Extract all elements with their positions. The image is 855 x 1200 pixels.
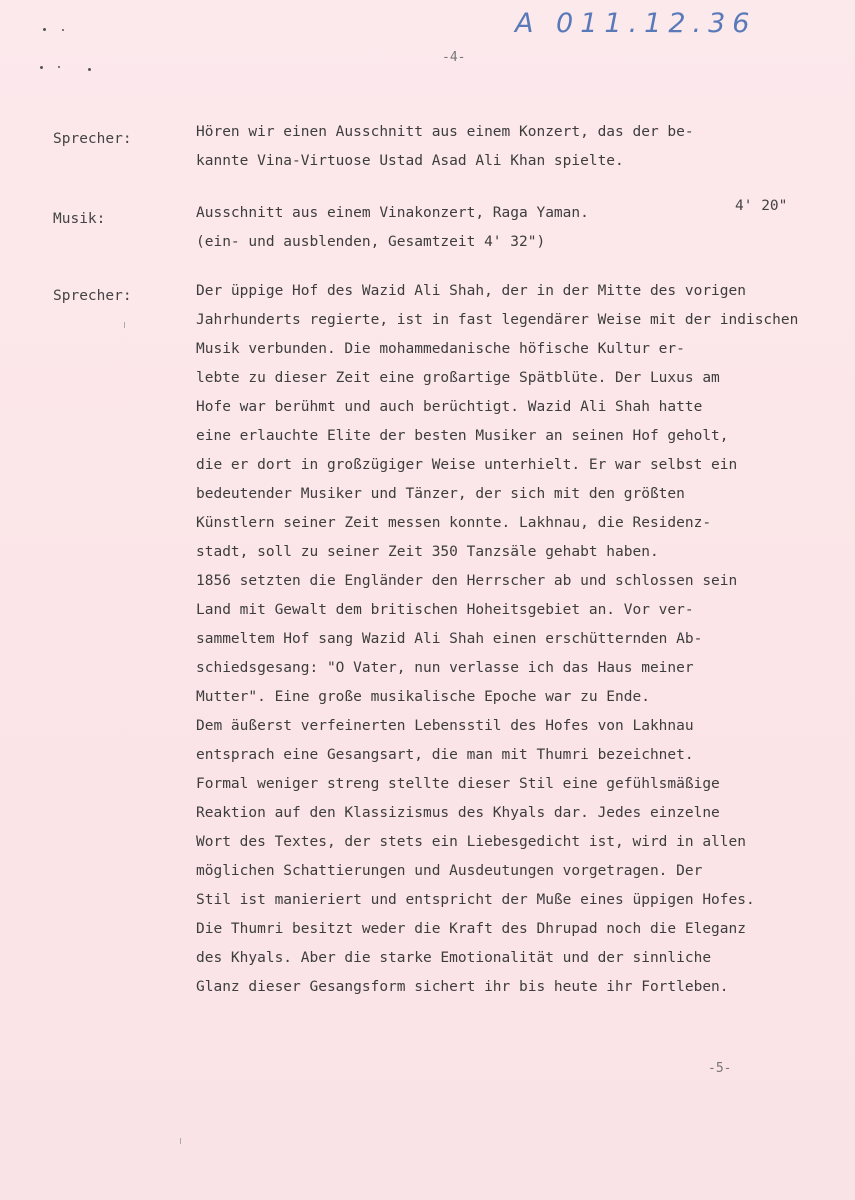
text-line: Jahrhunderts regierte, ist in fast legendärer Weise mit der indischen (196, 312, 799, 328)
text-line: Künstlern seiner Zeit messen konnte. Lakhnau, die Residenz- (196, 515, 712, 531)
text-line: möglichen Schattierungen und Ausdeutungen vorgetragen. Der (196, 863, 703, 879)
archive-number: A 011.12.36 (515, 8, 757, 39)
text-line: entsprach eine Gesangsart, die man mit Thumri bezeichnet. (196, 747, 694, 763)
text-line: Stil ist manieriert und entspricht der Muße eines üppigen Hofes. (196, 892, 755, 908)
speckle (43, 28, 46, 31)
text-line: Dem äußerst verfeinerten Lebensstil des Hofes von Lakhnau (196, 718, 694, 734)
text-line: Wort des Textes, der stets ein Liebesgedicht ist, wird in allen (196, 834, 746, 850)
music-text (196, 199, 589, 257)
text-line: 1856 setzten die Engländer den Herrscher ab und schlossen sein (196, 573, 738, 589)
text-line: lebte zu dieser Zeit eine großartige Spätblüte. Der Luxus am (196, 370, 720, 386)
page-number-top: -4- (442, 50, 466, 65)
text-line: eine erlauchte Elite der besten Musiker an seinen Hof geholt, (196, 428, 729, 444)
text-line: stadt, soll zu seiner Zeit 350 Tanzsäle gehabt haben. (196, 544, 659, 560)
speckle (40, 66, 43, 69)
text-line: kannte Vina-Virtuose Ustad Asad Ali Khan spielte. (196, 153, 624, 169)
speaker-label: Sprecher: (53, 288, 132, 304)
paper-mark (180, 1138, 181, 1144)
speckle (88, 68, 91, 71)
page-number-bottom: -5- (708, 1061, 732, 1076)
text-line: schiedsgesang: "O Vater, nun verlasse ich das Haus meiner (196, 660, 694, 676)
text-line: Land mit Gewalt dem britischen Hoheitsgebiet an. Vor ver- (196, 602, 694, 618)
text-line: Hofe war berühmt und auch berüchtigt. Wazid Ali Shah hatte (196, 399, 703, 415)
speckle (62, 29, 64, 31)
music-duration: 4' 20" (735, 198, 788, 214)
speaker-label: Sprecher: (53, 131, 132, 147)
text-line: sammeltem Hof sang Wazid Ali Shah einen erschütternden Ab- (196, 631, 703, 647)
text-line: Der üppige Hof des Wazid Ali Shah, der in der Mitte des vorigen (196, 283, 746, 299)
text-line: Glanz dieser Gesangsform sichert ihr bis heute ihr Fortleben. (196, 979, 729, 995)
paper-mark (124, 322, 125, 328)
speckle (58, 66, 60, 68)
speaker-text (196, 277, 798, 1002)
text-line: Die Thumri besitzt weder die Kraft des Dhrupad noch die Eleganz (196, 921, 746, 937)
text-line: Formal weniger streng stellte dieser Stil eine gefühlsmäßige (196, 776, 720, 792)
text-line: Hören wir einen Ausschnitt aus einem Konzert, das der be- (196, 124, 694, 140)
text-line: bedeutender Musiker und Tänzer, der sich mit den größten (196, 486, 685, 502)
text-line: des Khyals. Aber die starke Emotionalität und der sinnliche (196, 950, 712, 966)
text-line: Mutter". Eine große musikalische Epoche war zu Ende. (196, 689, 650, 705)
speaker-text (196, 118, 694, 176)
music-label: Musik: (53, 211, 106, 227)
text-line: (ein- und ausblenden, Gesamtzeit 4' 32") (196, 234, 546, 250)
text-line: Musik verbunden. Die mohammedanische höfische Kultur er- (196, 341, 685, 357)
text-line: die er dort in großzügiger Weise unterhielt. Er war selbst ein (196, 457, 738, 473)
text-line: Ausschnitt aus einem Vinakonzert, Raga Yaman. (196, 205, 589, 221)
text-line: Reaktion auf den Klassizismus des Khyals dar. Jedes einzelne (196, 805, 720, 821)
